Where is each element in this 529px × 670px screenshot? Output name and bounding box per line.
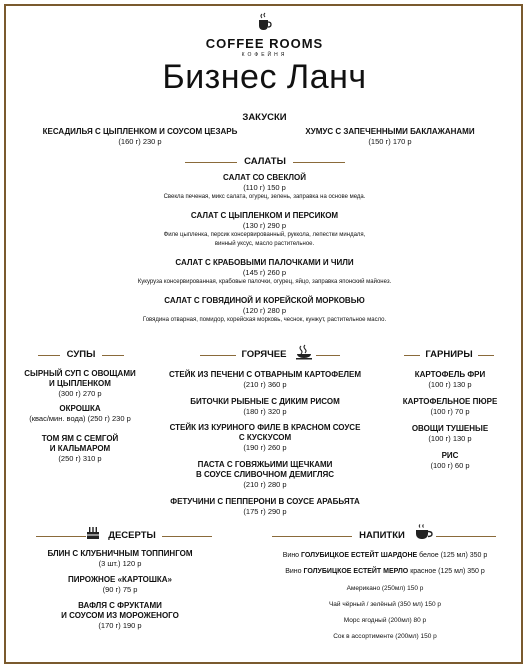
list-item: Вино ГОЛУБИЦКОЕ ЕСТЕЙТ МЕРЛО красное (125 мл) 350 р xyxy=(285,568,485,575)
item-name: ХУМУС С ЗАПЕЧЕННЫМИ БАКЛАЖАНАМИ xyxy=(305,127,475,136)
list-item xyxy=(10,404,150,424)
list-item xyxy=(145,497,385,517)
list-item xyxy=(380,424,520,444)
item-name: С КУСКУСОМ xyxy=(238,433,292,442)
section-heading-napitki: НАПИТКИ xyxy=(359,530,405,541)
divider xyxy=(38,355,60,356)
item-price: (120 г) 280 р xyxy=(242,306,287,315)
item-name: СТЕЙК ИЗ КУРИНОГО ФИЛЕ В КРАСНОМ СОУСЕ xyxy=(169,423,361,432)
divider xyxy=(162,536,212,537)
list-item xyxy=(20,601,220,631)
divider xyxy=(478,355,494,356)
item-price: (175 г) 290 р xyxy=(243,507,287,516)
item-name: ВАФЛЯ С ФРУКТАМИ xyxy=(78,601,162,610)
item-price: (100 г) 130 р xyxy=(428,434,472,443)
list-item: Вино ГОЛУБИЦКОЕ ЕСТЕЙТ ШАРДОНЕ белое (125 мл) 350 р xyxy=(282,552,488,559)
item-price: (3 шт.) 120 р xyxy=(98,559,142,568)
item-name: РИС xyxy=(441,451,459,460)
item-description: Филе цыпленка, персик консервированный, руккола, лепестки миндаля, xyxy=(163,232,366,238)
list-item xyxy=(20,575,220,595)
item-price: (90 г) 75 р xyxy=(102,585,138,594)
item-price: (100 г) 130 р xyxy=(428,380,472,389)
divider xyxy=(36,536,86,537)
item-name: САЛАТ С КРАБОВЫМИ ПАЛОЧКАМИ И ЧИЛИ xyxy=(175,258,354,267)
item-name: В СОУСЕ СЛИВОЧНОМ ДЕМИГЛЯС xyxy=(195,470,335,479)
item-price: (190 г) 260 р xyxy=(243,443,287,452)
item-name: И СОУСОМ ИЗ МОРОЖЕНОГО xyxy=(61,611,179,620)
list-item xyxy=(20,127,260,147)
item-price: (300 г) 270 р xyxy=(58,389,102,398)
hot-dish-icon xyxy=(295,344,313,360)
list-item: Сок в ассортименте (200мл) 150 р xyxy=(333,633,437,640)
item-name: ПИРОЖНОЕ «КАРТОШКА» xyxy=(67,575,173,584)
item-price: (250 г) 310 р xyxy=(58,454,102,463)
section-heading-deserty: ДЕСЕРТЫ xyxy=(108,530,156,541)
list-item xyxy=(270,127,510,147)
item-name: СЫРНЫЙ СУП С ОВОЩАМИ xyxy=(24,369,136,378)
item-name: САЛАТ С ЦЫПЛЕНКОМ И ПЕРСИКОМ xyxy=(190,211,339,220)
section-heading-zakuski: ЗАКУСКИ xyxy=(242,112,287,123)
brand-subtitle: КОФЕЙНЯ xyxy=(241,52,288,58)
divider xyxy=(272,536,352,537)
item-price: (170 г) 190 р xyxy=(98,621,142,630)
cake-icon xyxy=(86,524,100,540)
list-item xyxy=(0,258,529,287)
item-description: Кукуруза консервированная, крабовые палочки, огурец, яйцо, заправка японский майонез. xyxy=(137,279,392,285)
item-price: (квас/мин. вода) (250 г) 230 р xyxy=(29,414,131,423)
item-name: САЛАТ СО СВЕКЛОЙ xyxy=(223,173,306,182)
item-name: ОВОЩИ ТУШЕНЫЕ xyxy=(411,424,489,433)
item-name: КАРТОФЕЛЬ ФРИ xyxy=(414,370,486,379)
section-heading-salaty: САЛАТЫ xyxy=(244,156,286,167)
list-item xyxy=(20,549,220,569)
item-price: (130 г) 290 р xyxy=(242,221,287,230)
section-heading-garniry: ГАРНИРЫ xyxy=(425,349,473,360)
list-item xyxy=(145,370,385,390)
coffee-cup-icon xyxy=(256,12,272,32)
item-name: ПАСТА С ГОВЯЖЬИМИ ЩЕЧКАМИ xyxy=(197,460,333,469)
teacup-icon xyxy=(414,524,434,540)
item-price: (150 г) 170 р xyxy=(368,137,412,146)
item-price: (210 г) 280 р xyxy=(243,480,287,489)
item-description: Свекла печеная, микс салата, огурец, зелень, заправка на основе меда. xyxy=(163,194,366,200)
divider xyxy=(185,162,237,163)
item-description: Говядина отварная, помидор, корейская морковь, чеснок, кунжут, растительное масло. xyxy=(142,317,387,323)
item-name: БИТОЧКИ РЫБНЫЕ С ДИКИМ РИСОМ xyxy=(190,397,340,406)
item-name: ТОМ ЯМ С СЕМГОЙ xyxy=(41,434,119,443)
item-price: (210 г) 360 р xyxy=(243,380,287,389)
list-item xyxy=(145,397,385,417)
item-price: (160 г) 230 р xyxy=(118,137,162,146)
divider xyxy=(316,355,340,356)
brand-name: COFFEE ROOMS xyxy=(205,36,324,51)
divider xyxy=(436,536,496,537)
divider xyxy=(404,355,420,356)
item-name: СТЕЙК ИЗ ПЕЧЕНИ С ОТВАРНЫМ КАРТОФЕЛЕМ xyxy=(168,370,362,379)
list-item xyxy=(0,173,529,202)
item-name: КЕСАДИЛЬЯ С ЦЫПЛЕНКОМ И СОУСОМ ЦЕЗАРЬ xyxy=(42,127,238,136)
item-name: БЛИН С КЛУБНИЧНЫМ ТОППИНГОМ xyxy=(47,549,193,558)
item-name: ФЕТУЧИНИ С ПЕППЕРОНИ В СОУСЕ АРАБЬЯТА xyxy=(170,497,360,506)
list-item: Чай чёрный / зелёный (350 мл) 150 р xyxy=(328,601,442,608)
item-description: винный уксус, масло растительное. xyxy=(214,241,315,247)
divider xyxy=(102,355,124,356)
item-price: (145 г) 260 р xyxy=(242,268,287,277)
list-item xyxy=(380,451,520,471)
divider xyxy=(293,162,345,163)
item-price: (100 г) 70 р xyxy=(430,407,470,416)
list-item xyxy=(10,369,150,399)
section-heading-goryachee: ГОРЯЧЕЕ xyxy=(241,349,287,360)
section-heading-supy: СУПЫ xyxy=(66,349,96,360)
item-name: КАРТОФЕЛЬНОЕ ПЮРЕ xyxy=(402,397,498,406)
list-item xyxy=(0,296,529,325)
list-item xyxy=(145,423,385,453)
item-name: И КАЛЬМАРОМ xyxy=(49,444,111,453)
item-name: ГОЛУБИЦКОЕ ЕСТЕЙТ МЕРЛО xyxy=(303,568,409,575)
list-item: Морс ягодный (200мл) 80 р xyxy=(343,617,427,624)
list-item xyxy=(380,397,520,417)
list-item xyxy=(0,211,529,249)
list-item xyxy=(380,370,520,390)
list-item xyxy=(145,460,385,490)
item-name: ОКРОШКА xyxy=(59,404,101,413)
item-name: ГОЛУБИЦКОЕ ЕСТЕЙТ ШАРДОНЕ xyxy=(301,552,418,559)
divider xyxy=(200,355,236,356)
list-item xyxy=(10,434,150,464)
item-price: (110 г) 150 р xyxy=(243,183,286,192)
list-item: Американо (250мл) 150 р xyxy=(346,585,424,592)
item-price: (100 г) 60 р xyxy=(430,461,470,470)
item-name: САЛАТ С ГОВЯДИНОЙ И КОРЕЙСКОЙ МОРКОВЬЮ xyxy=(164,296,365,305)
page-title: Бизнес Ланч xyxy=(162,58,367,96)
item-name: И ЦЫПЛЕНКОМ xyxy=(49,379,111,388)
item-price: (180 г) 320 р xyxy=(243,407,287,416)
